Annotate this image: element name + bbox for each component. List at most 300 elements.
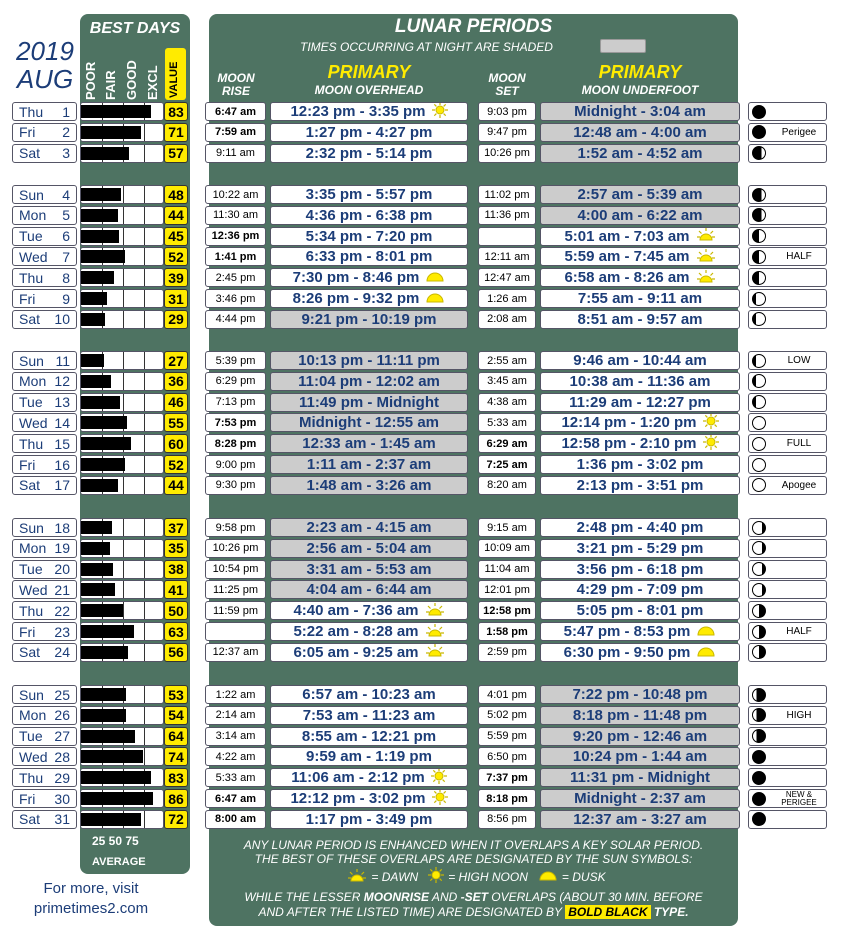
rating-fill	[81, 105, 151, 118]
moon-underfoot-time: 11:29 am - 12:27 pm	[569, 393, 711, 411]
moon-overhead-cell	[270, 413, 468, 432]
moon-note: LOW	[787, 355, 811, 366]
moon-underfoot-time: 5:47 pm - 8:53 pm	[563, 623, 691, 640]
rating-gridline	[144, 686, 145, 703]
moon-phase-cell	[748, 622, 827, 641]
rating-value-text: 45	[168, 228, 184, 245]
moon-underfoot-cell	[540, 539, 740, 558]
dawn-sun-icon	[425, 643, 445, 661]
moonrise-cell	[205, 206, 266, 225]
moonset-time: 6:50 pm	[487, 750, 527, 763]
rating-bar	[80, 685, 164, 704]
moon-underfoot-time: 7:55 am - 9:11 am	[577, 290, 703, 307]
rating-value	[164, 601, 188, 620]
rating-value-text: 31	[168, 290, 184, 307]
moonrise-time: 8:00 am	[215, 813, 256, 826]
moon-phase-icon	[752, 229, 766, 243]
col-good: GOOD	[124, 60, 139, 100]
moon-overhead-time: 2:23 am - 4:15 am	[306, 519, 432, 536]
rating-value	[164, 789, 188, 808]
moonset-time: 1:58 pm	[486, 625, 528, 638]
rating-gridline	[144, 540, 145, 557]
moon-phase-icon	[752, 250, 766, 264]
moon-phase-cell	[748, 310, 827, 329]
rating-value-text: 38	[168, 561, 184, 578]
moon-underfoot-cell	[540, 747, 740, 766]
moonrise-cell	[205, 518, 266, 537]
moon-underfoot-cell	[540, 601, 740, 620]
rating-value	[164, 476, 188, 495]
rating-value	[164, 622, 188, 641]
moon-phase-cell	[748, 685, 827, 704]
rating-gridline	[144, 414, 145, 431]
day-of-week: Sun	[19, 519, 44, 536]
rating-fill	[81, 479, 118, 492]
moonrise-time: 6:47 am	[215, 105, 256, 118]
moon-underfoot-cell	[540, 102, 740, 121]
moon-phase-cell	[748, 580, 827, 599]
moon-rise-header: MOON RISE	[217, 71, 255, 98]
day-cell	[12, 268, 77, 287]
moonrise-time: 3:14 am	[215, 730, 256, 743]
rating-gridline	[144, 477, 145, 494]
moon-overhead-time: 7:53 am - 11:23 am	[302, 706, 436, 724]
moonset-cell	[478, 455, 536, 474]
dusk-sun-icon	[425, 269, 445, 286]
moon-phase-cell	[748, 102, 827, 121]
primary-underfoot-label: PRIMARY	[598, 62, 682, 82]
rating-value-text: 39	[168, 269, 184, 286]
dawn-sun-icon	[347, 868, 367, 885]
moon-underfoot-cell	[540, 789, 740, 808]
moon-underfoot-cell	[540, 706, 740, 725]
day-of-week: Thu	[19, 269, 44, 286]
rating-value-text: 52	[168, 456, 184, 473]
rating-value	[164, 643, 188, 662]
rating-bar	[80, 144, 164, 163]
day-number: 30	[54, 790, 70, 807]
dawn-sun-icon	[425, 623, 445, 641]
day-number: 2	[62, 124, 70, 141]
day-number: 21	[54, 581, 70, 598]
moonset-time: 9:47 pm	[487, 126, 527, 139]
moon-underfoot-cell	[540, 455, 740, 474]
rating-value-text: 83	[168, 103, 184, 120]
moonrise-time: 5:33 am	[215, 771, 256, 784]
day-number: 24	[54, 644, 70, 661]
rating-gridline	[123, 228, 124, 245]
moon-phase-cell	[748, 393, 827, 412]
footer-line-4c: AND	[429, 890, 461, 904]
rating-gridline	[144, 623, 145, 640]
moonrise-time: 12:36 pm	[211, 230, 260, 243]
moon-overhead-time: 4:04 am - 6:44 am	[306, 581, 432, 599]
day-number: 13	[54, 394, 70, 411]
moon-phase-icon	[752, 416, 766, 430]
moon-phase-cell	[748, 747, 827, 766]
moonrise-time: 2:14 am	[215, 709, 256, 722]
moonrise-time: 11:25 pm	[212, 583, 259, 596]
rating-fill	[81, 313, 105, 326]
rating-value-text: 44	[168, 477, 184, 494]
moon-underfoot-time: 10:38 am - 11:36 am	[569, 372, 711, 390]
rating-bar	[80, 601, 164, 620]
moon-overhead-time: 1:27 pm - 4:27 pm	[305, 123, 433, 141]
day-cell	[12, 372, 77, 391]
moonset-time: 7:37 pm	[486, 771, 528, 784]
moonset-time: 2:55 am	[487, 354, 527, 367]
day-number: 20	[54, 561, 70, 578]
rating-fill	[81, 458, 125, 471]
moonrise-time: 2:45 pm	[215, 271, 256, 284]
footer-line-1: ANY LUNAR PERIOD IS ENHANCED WHEN IT OVERLAPS A KEY SOLAR PERIOD.	[243, 838, 704, 852]
year: 2019	[16, 36, 74, 66]
day-number: 17	[54, 477, 70, 494]
day-number: 1	[62, 103, 70, 120]
moonset-time: 4:38 am	[487, 396, 527, 409]
rating-gridline	[123, 186, 124, 203]
moonrise-cell	[205, 289, 266, 308]
moon-phase-cell	[748, 185, 827, 204]
moonset-time: 8:56 pm	[487, 813, 527, 826]
moon-overhead-time: 12:12 pm - 3:02 pm	[290, 790, 426, 807]
moon-underfoot-cell	[540, 727, 740, 746]
moon-underfoot-time: Midnight - 2:37 am	[574, 790, 706, 807]
moon-underfoot-cell	[540, 393, 740, 412]
moonset-cell	[478, 185, 536, 204]
moonset-time: 8:20 am	[487, 479, 527, 492]
day-cell	[12, 206, 77, 225]
moonrise-time: 9:58 pm	[215, 521, 256, 534]
rating-gridline	[123, 602, 124, 619]
rating-fill	[81, 250, 125, 263]
day-of-week: Fri	[19, 623, 36, 640]
moonset-time: 7:25 am	[486, 458, 528, 471]
noon-sun-icon	[431, 768, 447, 787]
moon-underfoot-time: 12:14 pm - 1:20 pm	[561, 414, 697, 432]
moon-overhead-time: 6:05 am - 9:25 am	[293, 643, 419, 661]
moonset-cell	[478, 268, 536, 287]
day-cell	[12, 643, 77, 662]
moonrise-time: 1:41 pm	[214, 250, 257, 263]
rating-gridline	[144, 602, 145, 619]
rating-value-text: 63	[168, 623, 184, 640]
moonrise-cell	[205, 580, 266, 599]
moon-underfoot-cell	[540, 622, 740, 641]
day-of-week: Sat	[19, 145, 41, 162]
moon-underfoot-time: 2:48 pm - 4:40 pm	[576, 519, 704, 536]
rating-bar	[80, 747, 164, 766]
moon-underfoot-cell	[540, 206, 740, 225]
day-cell	[12, 247, 77, 266]
rating-fill	[81, 792, 153, 805]
moon-overhead-cell	[270, 622, 468, 641]
moonset-cell	[478, 622, 536, 641]
col-excl: EXCL	[145, 65, 160, 100]
moon-overhead-cell	[270, 810, 468, 829]
moon-overhead-cell	[270, 685, 468, 704]
moonrise-time: 1:22 am	[215, 688, 256, 701]
day-cell	[12, 455, 77, 474]
day-number: 11	[55, 352, 70, 369]
day-number: 29	[54, 769, 70, 786]
moonset-cell	[478, 102, 536, 121]
moon-underfoot-time: 8:18 pm - 11:48 pm	[572, 706, 708, 724]
rating-value	[164, 685, 188, 704]
moon-underfoot-cell	[540, 227, 740, 246]
rating-value	[164, 289, 188, 308]
day-number: 25	[54, 686, 70, 703]
noon-sun-icon	[432, 102, 448, 121]
moon-overhead-cell	[270, 727, 468, 746]
moon-phase-icon	[752, 146, 766, 160]
moonrise-cell	[205, 123, 266, 142]
rating-gridline	[144, 581, 145, 598]
rating-bar	[80, 706, 164, 725]
moon-phase-cell	[748, 789, 827, 808]
moon-phase-icon	[752, 271, 766, 285]
day-number: 14	[54, 414, 70, 431]
footer-moonrise: MOONRISE	[363, 890, 430, 904]
moonrise-time: 7:13 pm	[215, 396, 256, 409]
moonset-cell	[478, 144, 536, 163]
moon-phase-icon	[752, 521, 766, 535]
rating-gridline	[123, 373, 124, 390]
moonrise-time: 9:11 am	[216, 147, 255, 160]
moon-overhead-time: 10:13 pm - 11:11 pm	[298, 352, 440, 369]
moon-underfoot-time: 1:36 pm - 3:02 pm	[576, 456, 704, 473]
moon-overhead-time: 11:49 pm - Midnight	[298, 393, 439, 411]
rating-value	[164, 393, 188, 412]
rating-fill	[81, 688, 126, 701]
dusk-legend-label: = DUSK	[561, 869, 606, 884]
rating-fill	[81, 583, 115, 596]
rating-value-text: 56	[168, 644, 184, 661]
rating-fill	[81, 230, 119, 243]
day-number: 19	[54, 540, 70, 557]
moonrise-time: 4:44 pm	[215, 313, 256, 326]
moon-overhead-time: 1:11 am - 2:37 am	[306, 456, 432, 473]
moon-overhead-time: 1:17 pm - 3:49 pm	[305, 810, 433, 828]
rating-bar	[80, 455, 164, 474]
moonset-cell	[478, 247, 536, 266]
moonset-cell	[478, 643, 536, 662]
day-cell	[12, 413, 77, 432]
moon-overhead-time: 11:06 am - 2:12 pm	[291, 769, 425, 787]
rating-value	[164, 810, 188, 829]
moon-overhead-header: MOON OVERHEAD	[314, 83, 424, 97]
moonset-time: 8:18 pm	[486, 792, 528, 805]
rating-gridline	[123, 561, 124, 578]
moon-underfoot-cell	[540, 144, 740, 163]
moon-underfoot-time: 2:57 am - 5:39 am	[577, 186, 703, 203]
moon-underfoot-time: 5:05 pm - 8:01 pm	[576, 602, 704, 620]
moon-underfoot-cell	[540, 560, 740, 579]
rating-gridline	[144, 228, 145, 245]
noon-legend-label: = HIGH NOON	[448, 869, 528, 884]
day-of-week: Thu	[19, 103, 44, 120]
moon-overhead-time: Midnight - 12:55 am	[298, 414, 440, 432]
website-link[interactable]: primetimes2.com	[33, 900, 149, 917]
day-number: 23	[54, 623, 70, 640]
moon-underfoot-time: 6:30 pm - 9:50 pm	[563, 643, 691, 661]
moon-overhead-cell	[270, 393, 468, 412]
rating-value	[164, 768, 188, 787]
moon-note: HALF	[786, 626, 812, 637]
day-cell	[12, 289, 77, 308]
day-of-week: Sat	[19, 644, 41, 661]
moon-underfoot-time: 2:13 pm - 3:51 pm	[576, 476, 704, 494]
rating-value	[164, 372, 188, 391]
day-number: 28	[54, 748, 70, 765]
moon-phase-icon	[752, 312, 766, 326]
rating-gridline	[144, 352, 145, 369]
rating-value-text: 41	[168, 581, 184, 598]
rating-bar	[80, 560, 164, 579]
rating-value	[164, 206, 188, 225]
moonrise-time: 9:00 pm	[215, 458, 256, 471]
moonrise-time: 10:26 pm	[212, 542, 259, 555]
moon-overhead-time: 4:40 am - 7:36 am	[293, 602, 419, 620]
rating-fill	[81, 375, 111, 388]
day-of-week: Fri	[19, 124, 36, 141]
rating-fill	[81, 646, 128, 659]
rating-gridline	[144, 811, 145, 828]
rating-gridline	[144, 373, 145, 390]
moon-overhead-time: 12:33 am - 1:45 am	[302, 435, 436, 453]
moon-phase-cell	[748, 123, 827, 142]
moon-underfoot-cell	[540, 310, 740, 329]
moonset-cell	[478, 685, 536, 704]
moon-phase-cell	[748, 476, 827, 495]
moonrise-cell	[205, 810, 266, 829]
day-number: 15	[54, 435, 70, 452]
day-cell	[12, 393, 77, 412]
moonset-time: 11:36 pm	[484, 209, 530, 222]
rating-fill	[81, 521, 112, 534]
day-of-week: Sun	[19, 352, 44, 369]
moonset-cell	[478, 539, 536, 558]
moon-phase-icon	[752, 729, 766, 743]
moon-underfoot-time: 4:00 am - 6:22 am	[577, 206, 703, 224]
moon-phase-icon	[752, 125, 766, 139]
rating-bar	[80, 206, 164, 225]
moon-overhead-cell	[270, 206, 468, 225]
rating-bar	[80, 310, 164, 329]
moonrise-time: 4:22 am	[215, 750, 256, 763]
rating-value-text: 54	[168, 707, 184, 724]
rating-value	[164, 102, 188, 121]
moon-phase-cell	[748, 289, 827, 308]
rating-value	[164, 310, 188, 329]
moon-underfoot-cell	[540, 372, 740, 391]
noon-sun-icon	[428, 867, 444, 886]
rating-gridline	[123, 311, 124, 328]
moon-phase-icon	[752, 188, 766, 202]
dawn-sun-icon	[696, 227, 716, 245]
moon-underfoot-cell	[540, 185, 740, 204]
moon-overhead-cell	[270, 580, 468, 599]
rating-fill	[81, 563, 113, 576]
moonrise-cell	[205, 393, 266, 412]
average-label: AVERAGE	[92, 856, 146, 868]
day-cell	[12, 310, 77, 329]
rating-fill	[81, 209, 118, 222]
moon-phase-cell	[748, 810, 827, 829]
moonset-time: 12:11 am	[484, 250, 530, 263]
moon-phase-cell	[748, 768, 827, 787]
rating-value-text: 64	[168, 728, 184, 745]
rating-bar	[80, 413, 164, 432]
moon-underfoot-cell	[540, 123, 740, 142]
moonrise-cell	[205, 476, 266, 495]
moonrise-cell	[205, 413, 266, 432]
moon-overhead-time: 6:57 am - 10:23 am	[302, 686, 436, 703]
day-number: 5	[62, 207, 70, 224]
rating-gridline	[123, 540, 124, 557]
moon-phase-cell	[748, 727, 827, 746]
col-value: VALUE	[168, 61, 180, 98]
rating-bar	[80, 351, 164, 370]
day-number: 9	[62, 290, 70, 307]
rating-value-text: 60	[168, 435, 184, 452]
rating-fill	[81, 292, 107, 305]
rating-value-text: 48	[168, 186, 184, 203]
moonrise-cell	[205, 372, 266, 391]
rating-bar	[80, 643, 164, 662]
day-cell	[12, 144, 77, 163]
day-number: 12	[54, 373, 70, 390]
moon-overhead-time: 9:59 am - 1:19 pm	[306, 748, 432, 766]
moon-phase-icon	[752, 792, 766, 806]
day-of-week: Thu	[19, 602, 44, 619]
day-of-week: Wed	[19, 748, 48, 765]
moon-phase-cell	[748, 351, 827, 370]
footer-set: -SET	[460, 890, 488, 904]
moonrise-time: 6:29 pm	[215, 375, 256, 388]
moon-phase-icon	[752, 708, 766, 722]
rating-bar	[80, 434, 164, 453]
moonset-cell	[478, 434, 536, 453]
moon-phase-icon	[752, 478, 766, 492]
rating-gridline	[144, 124, 145, 141]
day-number: 31	[54, 811, 70, 828]
moonset-time: 2:59 pm	[487, 646, 527, 659]
day-cell	[12, 622, 77, 641]
more-info-text: For more, visit	[43, 880, 139, 897]
day-of-week: Mon	[19, 707, 47, 724]
dusk-sun-icon	[696, 623, 716, 640]
moon-underfoot-cell	[540, 268, 740, 287]
moon-phase-cell	[748, 518, 827, 537]
day-of-week: Mon	[19, 207, 47, 224]
moonrise-cell	[205, 685, 266, 704]
rating-bar	[80, 289, 164, 308]
moonrise-cell	[205, 789, 266, 808]
rating-value	[164, 518, 188, 537]
moon-overhead-time: 3:35 pm - 5:57 pm	[305, 186, 433, 203]
moon-overhead-cell	[270, 643, 468, 662]
rating-value	[164, 539, 188, 558]
moonrise-cell	[205, 185, 266, 204]
rating-value-text: 44	[168, 207, 184, 224]
rating-gridline	[144, 748, 145, 765]
moon-underfoot-time: 11:31 pm - Midnight	[569, 769, 710, 787]
moon-phase-icon	[752, 541, 766, 555]
moonrise-cell	[205, 622, 266, 641]
moonset-cell	[478, 747, 536, 766]
rating-value-text: 37	[168, 519, 184, 536]
